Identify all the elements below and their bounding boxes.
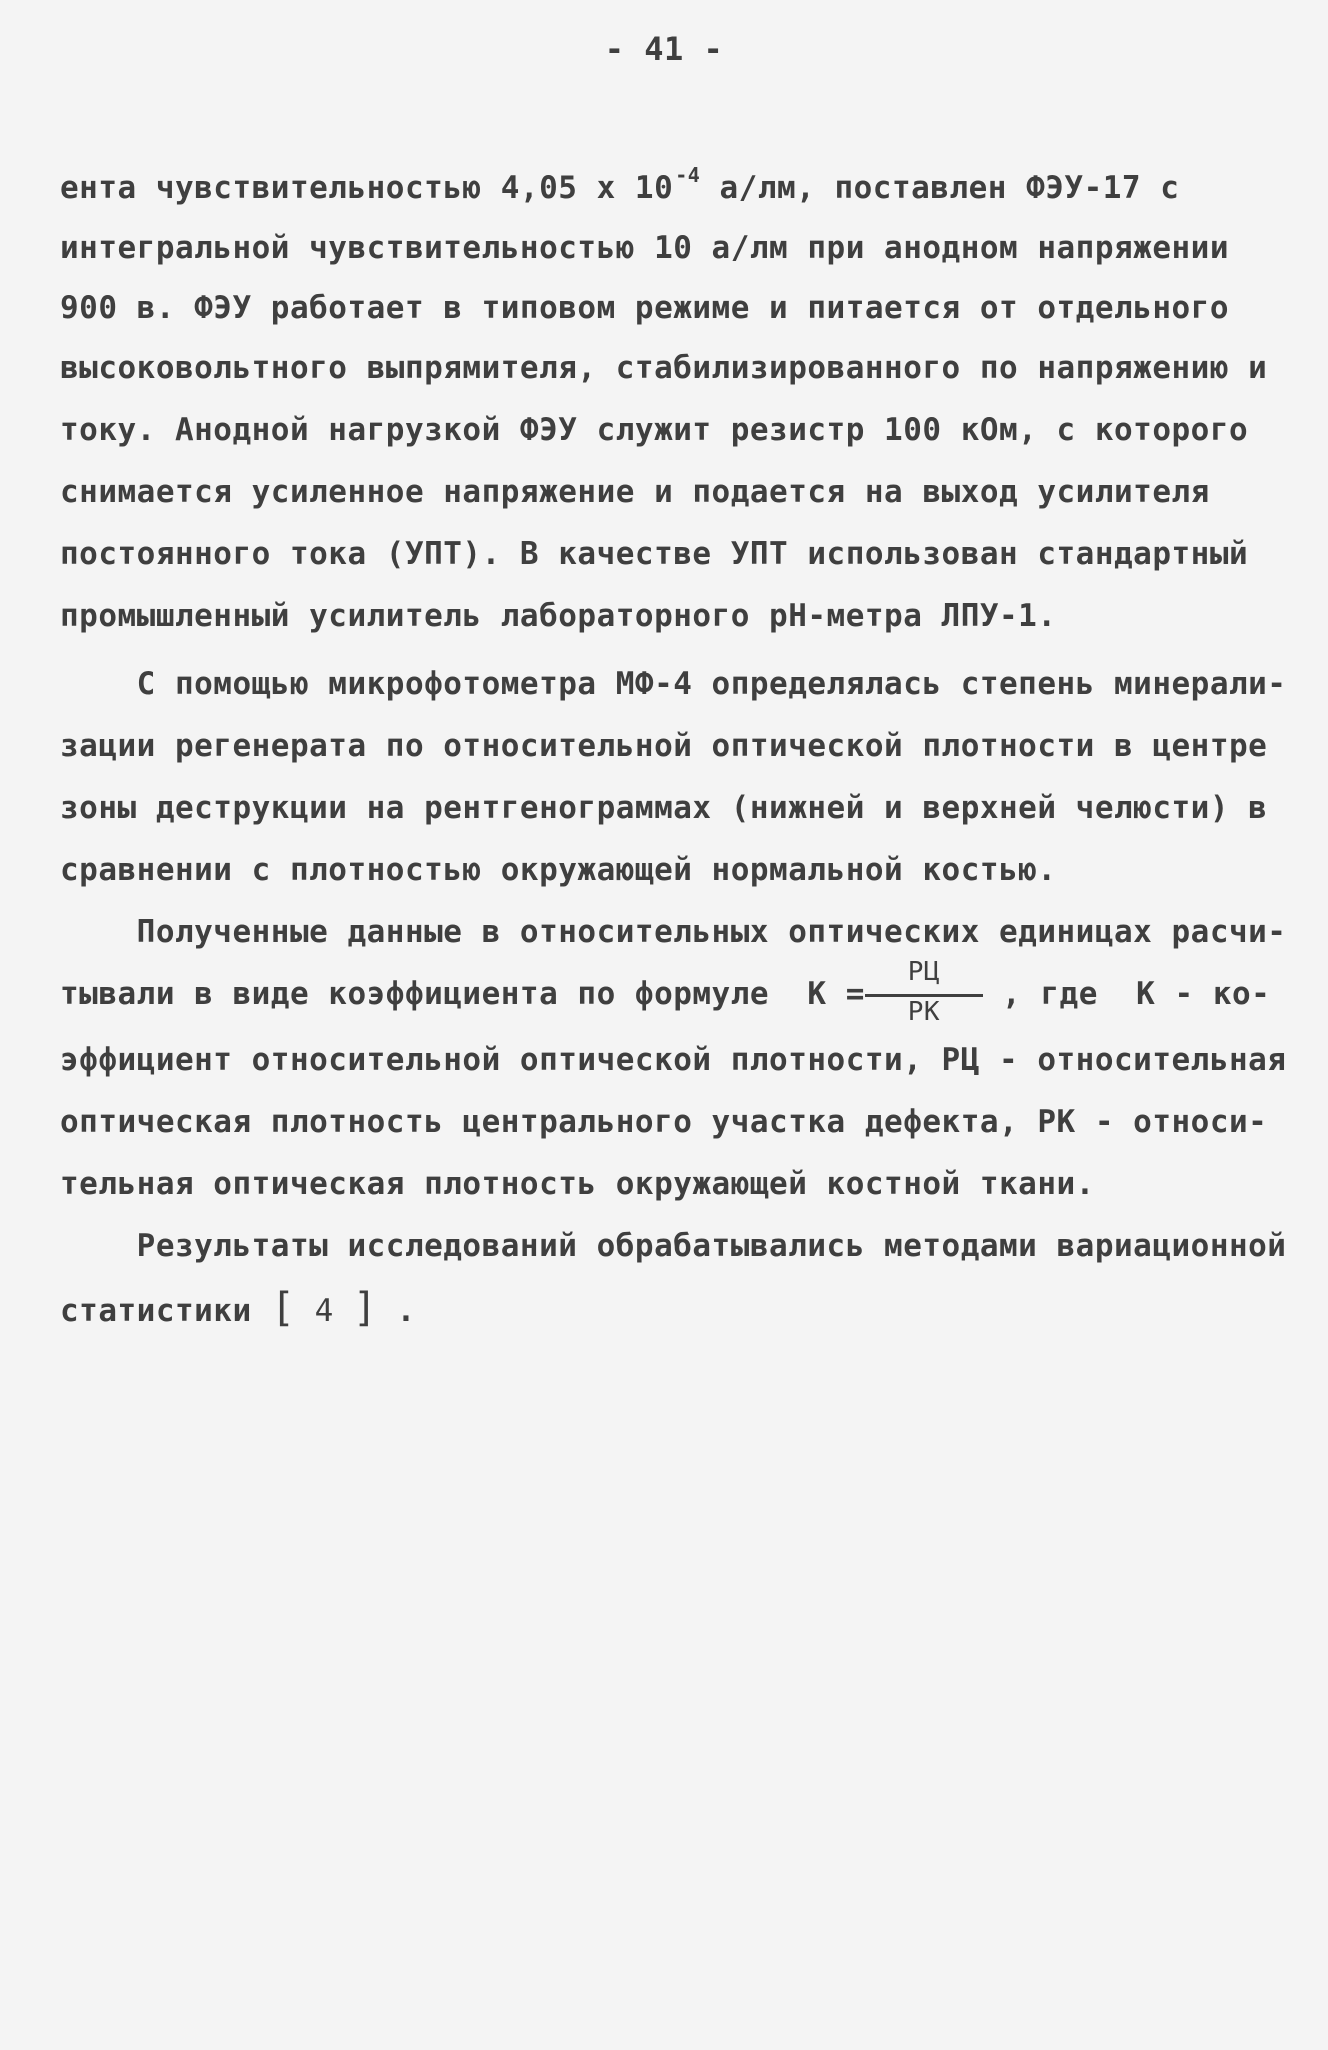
text-line: тельная оптическая плотность окружающей костной ткани. [60,1166,1095,1202]
superscript: -4 [675,163,701,187]
text-span: тывали в виде коэффициента по формуле К = [60,976,865,1012]
fraction-denominator: РК [907,997,941,1027]
text-line: Полученные данные в относительных оптических единицах расчи- [60,914,1287,950]
text-line: интегральной чувствительностью 10 а/лм при анодном напряжении [60,230,1229,266]
text-span: а/лм, поставлен ФЭУ-17 с [700,170,1180,206]
fraction-numerator: РЦ [907,957,941,987]
text-line: сравнении с плотностью окружающей нормальной костью. [60,852,1057,888]
reference-bracket-open: [ [270,1285,296,1331]
text-line [60,163,1180,208]
text-line: току. Анодной нагрузкой ФЭУ служит резистр 100 кОм, с которого [60,412,1249,448]
text-span: ента чувствительностью 4,05 х 10 [60,170,674,206]
text-span: . [377,1293,416,1329]
text-line: зации регенерата по относительной оптической плотности в центре [60,728,1268,764]
text-line [60,1285,416,1331]
text-line [60,957,1271,1027]
text-span: , где К - ко- [982,976,1271,1012]
text-line: зоны деструкции на рентгенограммах (нижней и верхней челюсти) в [60,790,1268,826]
text-line: эффициент относительной оптической плотности, РЦ - относительная [60,1042,1287,1078]
text-line: оптическая плотность центрального участка дефекта, РК - относи- [60,1104,1268,1140]
reference-bracket-close: ] [352,1285,378,1331]
text-line: С помощью микрофотометра МФ-4 определялась степень минерали- [60,666,1287,702]
reference-number: 4 [295,1293,353,1329]
text-line: Результаты исследований обрабатывались методами вариационной [60,1228,1287,1264]
page-number: - 41 - [604,30,724,68]
formula-fraction [865,957,983,1027]
text-line: постоянного тока (УПТ). В качестве УПТ использован стандартный [60,536,1249,572]
text-line: промышленный усилитель лабораторного рН-метра ЛПУ-1. [60,598,1057,634]
text-span: статистики [60,1293,271,1329]
text-line: 900 в. ФЭУ работает в типовом режиме и питается от отдельного [60,290,1229,326]
text-line: высоковольтного выпрямителя, стабилизированного по напряжению и [60,350,1268,386]
text-line: снимается усиленное напряжение и подается на выход усилителя [60,474,1210,510]
